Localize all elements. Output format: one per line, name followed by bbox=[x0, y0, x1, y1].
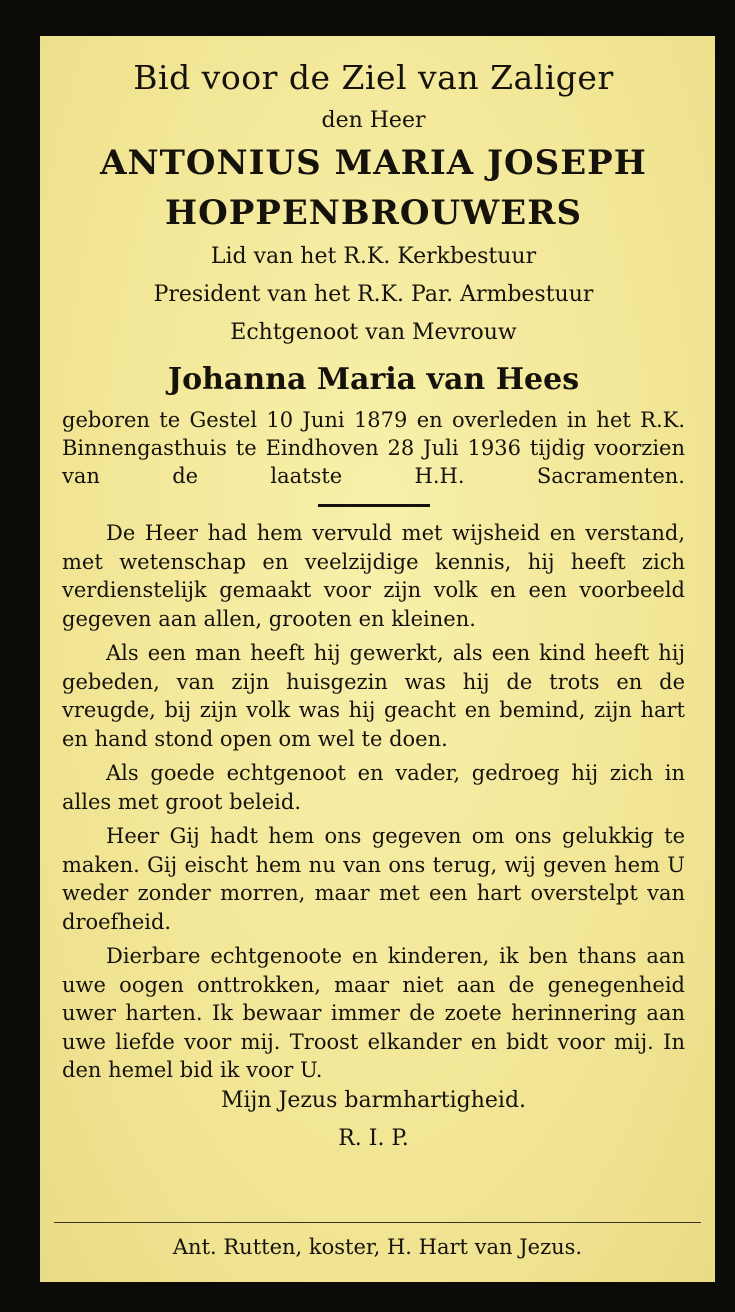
deceased-name-line-2: HOPPENBROUWERS bbox=[164, 193, 583, 233]
title-prefix: den Heer bbox=[321, 108, 426, 133]
divider bbox=[318, 504, 430, 507]
deceased-name-line-1: ANTONIUS MARIA JOSEPH bbox=[100, 143, 647, 183]
memorial-card bbox=[40, 36, 715, 1282]
prayer-text bbox=[62, 519, 685, 1085]
paragraph: Als een man heeft hij gewerkt, als een kind heeft hij gebeden, van zijn huisgezin was hij de trots en de vreugde, bij zijn volk was hij geacht en bemind, zijn hart en hand stond open om wel te doen. bbox=[62, 641, 685, 751]
role-kerkbestuur: Lid van het R.K. Kerkbestuur bbox=[210, 244, 537, 269]
bottom-divider bbox=[54, 1222, 701, 1223]
paragraph: De Heer had hem vervuld met wijsheid en verstand, met wetenschap en veelzijdige kennis, hij heeft zich verdienstelijk gemaakt voor zijn volk en een voorbeeld gegeven aan allen, grooten en kleinen. bbox=[62, 521, 685, 631]
spouse-intro: Echtgenoot van Mevrouw bbox=[230, 320, 517, 345]
spouse-name: Johanna Maria van Hees bbox=[167, 362, 580, 397]
birth-death-dates: geboren te Gestel 10 Juni 1879 en overleden in het R.K. Binnengasthuis te Eindhoven 28 Juli 1936 tijdig voorzien van de laatste H.H. Sacramenten. bbox=[62, 408, 685, 488]
rip-line: R. I. P. bbox=[338, 1125, 409, 1151]
printer-credit: Ant. Rutten, koster, H. Hart van Jezus. bbox=[172, 1235, 583, 1259]
role-armbestuur: President van het R.K. Par. Armbestuur bbox=[153, 282, 594, 307]
paragraph: Dierbare echtgenoote en kinderen, ik ben thans aan uwe oogen onttrokken, maar niet aan de genegenheid uwer harten. Ik bewaar immer de zoete herinnering aan uwe liefde voor mij. Troost elkander en bidt voor mij. In den hemel bid ik voor U. bbox=[62, 944, 685, 1082]
paragraph: Als goede echtgenoot en vader, gedroeg hij zich in alles met groot beleid. bbox=[62, 761, 685, 814]
card-header: Bid voor de Ziel van Zaliger bbox=[133, 58, 614, 97]
paragraph: Heer Gij hadt hem ons gegeven om ons gelukkig te maken. Gij eischt hem nu van ons terug, wij geven hem U weder zonder morren, maar met een hart overstelpt van droefheid. bbox=[62, 824, 685, 934]
closing-invocation: Mijn Jezus barmhartigheid. bbox=[220, 1087, 527, 1113]
